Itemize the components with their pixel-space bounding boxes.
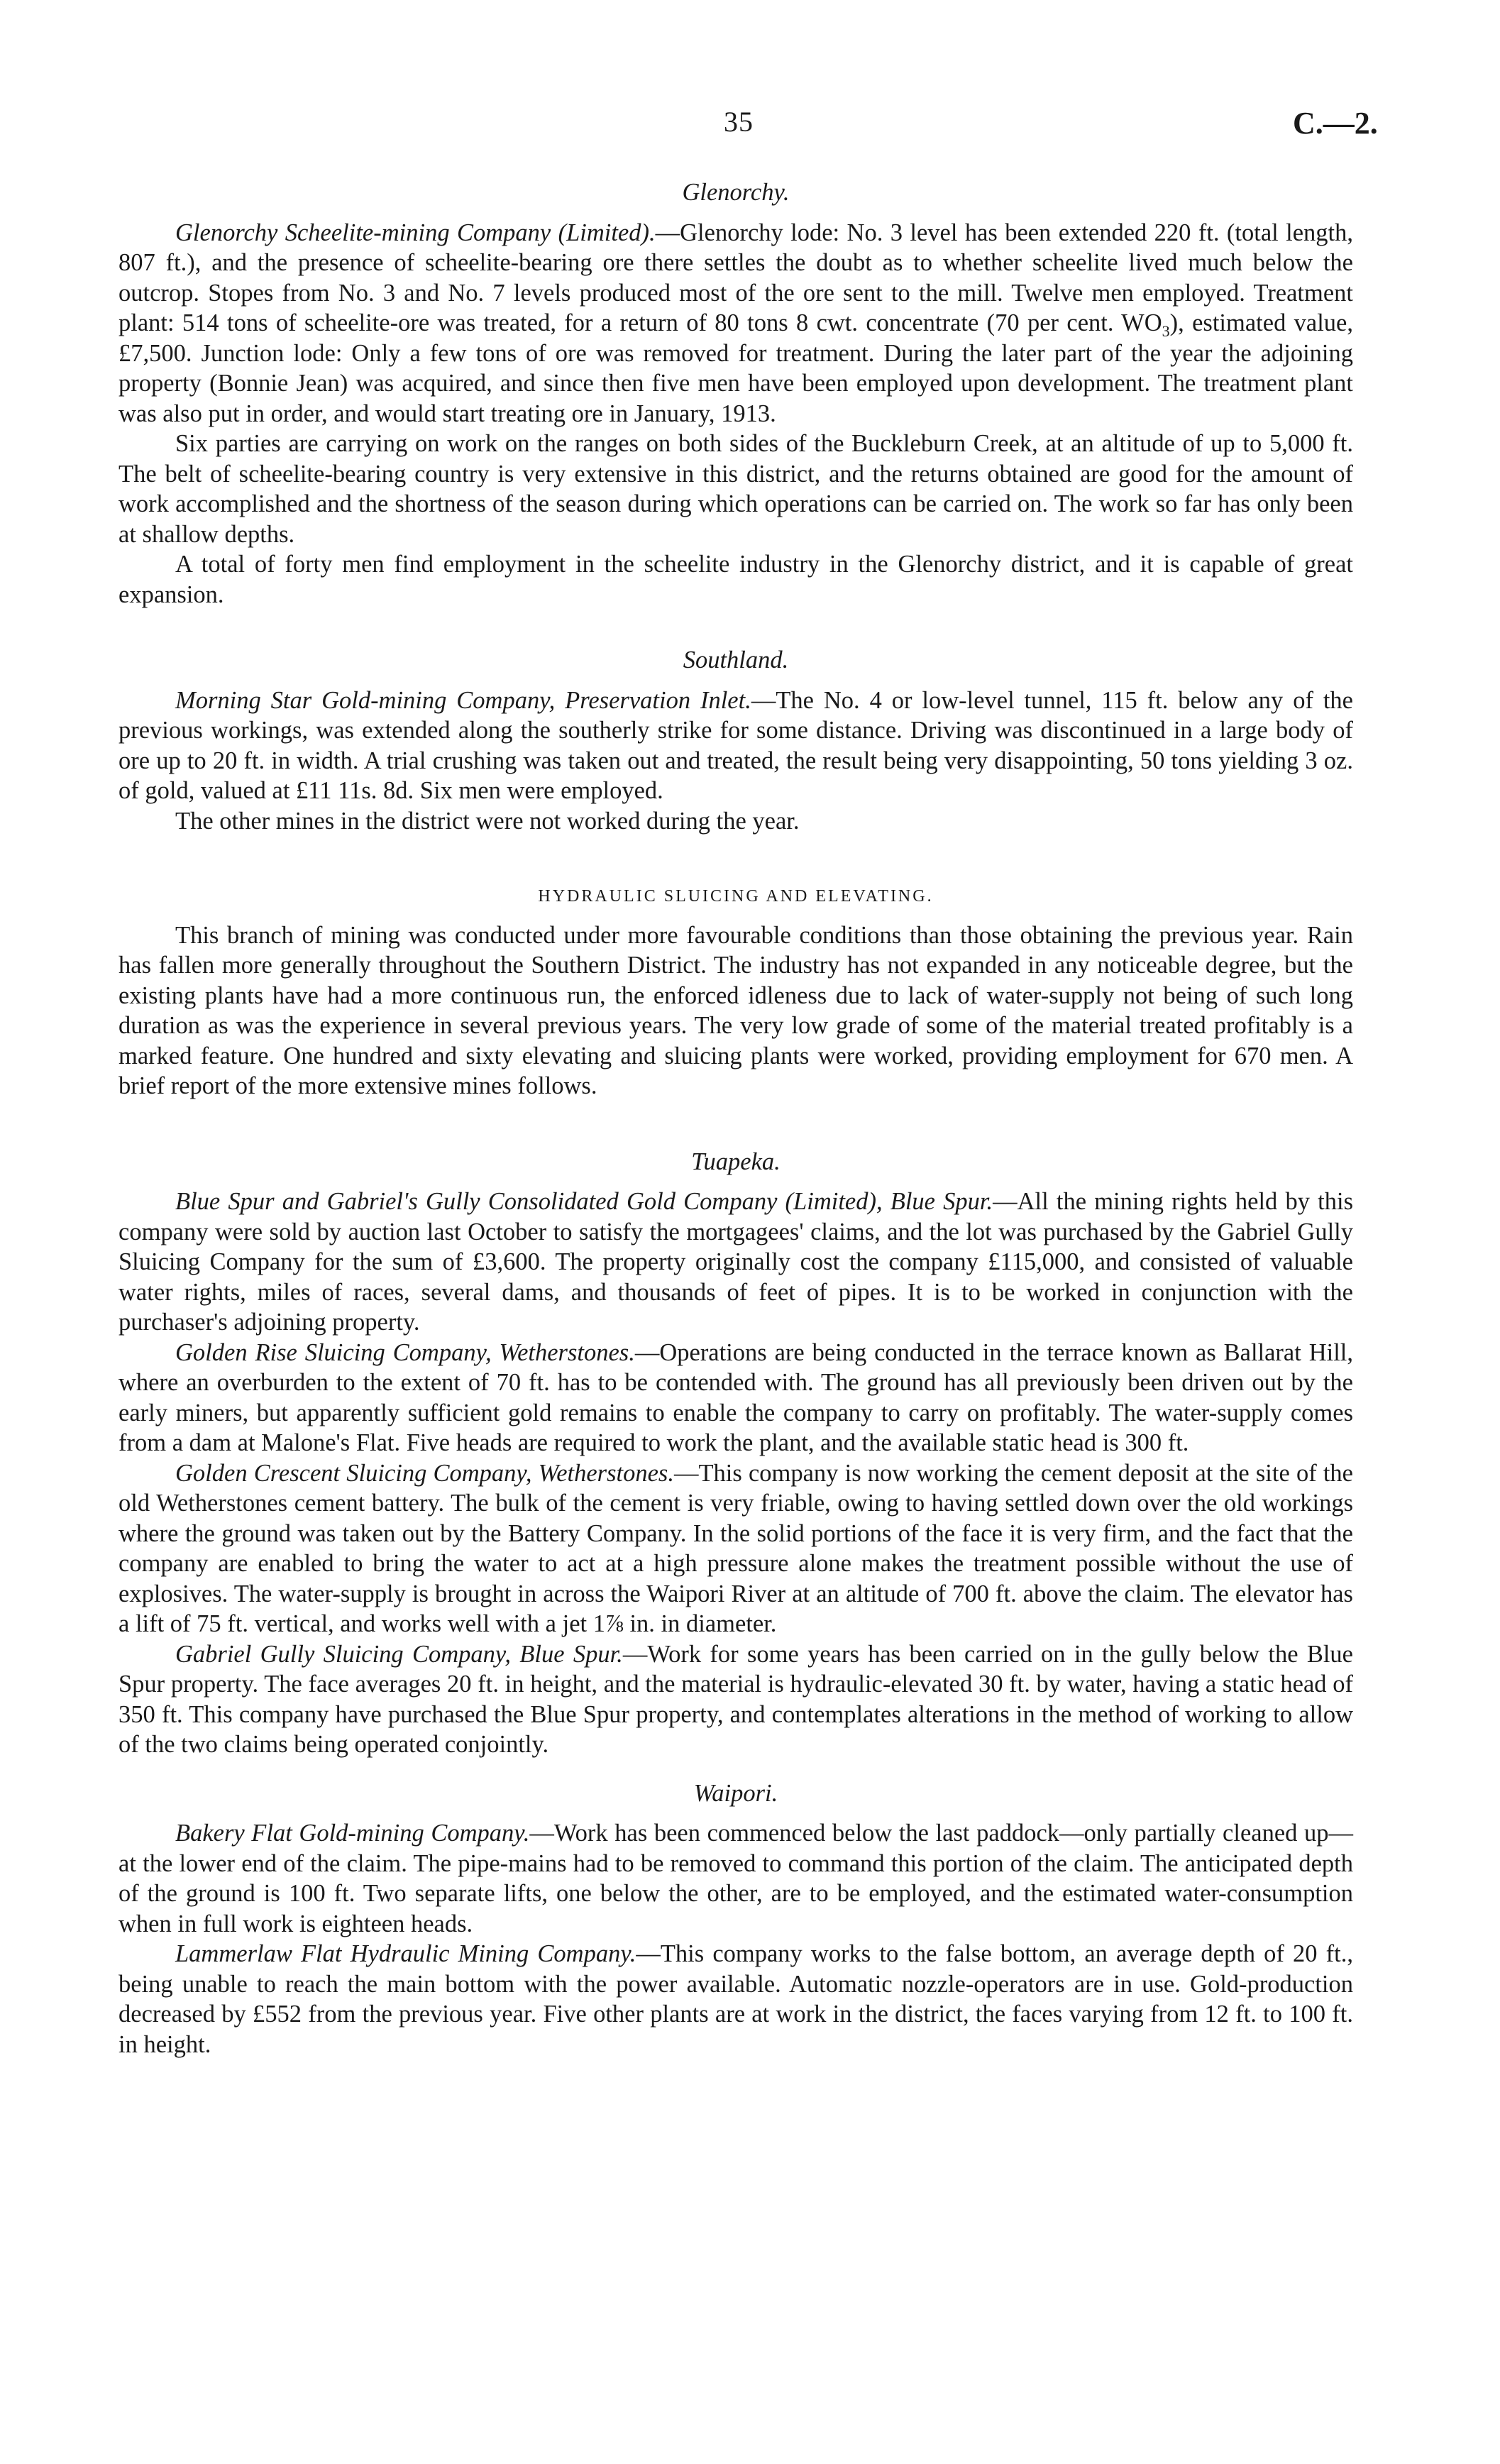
page-number: 35 (724, 106, 754, 138)
paragraph (118, 1338, 1353, 1458)
subscript: 3 (1162, 321, 1170, 340)
paragraph-text: —The No. 4 or low-level tunnel, 115 ft. below any of the previous workings, was extended along the southerly strike for some distance. Driving was discontinued in a large body of ore up to 20 ft. in width. A trial crushing was taken out and treated, the result being very disappointing, 50 tons yielding 3 oz. of gold, valued at £11 11s. 8d. Six men were employed. (118, 686, 1353, 804)
section-heading-hydraulic: HYDRAULIC SLUICING AND ELEVATING. (538, 887, 934, 906)
document-reference: C.—2. (1293, 106, 1378, 141)
company-name: Glenorchy Scheelite-mining Company (Limited). (175, 219, 656, 246)
section-title-waipori: Waipori. (693, 1779, 778, 1807)
paragraph (118, 1458, 1353, 1639)
paragraph (118, 1187, 1353, 1338)
section-title-southland: Southland. (683, 647, 789, 673)
paragraph (118, 1639, 1353, 1760)
company-name: Golden Rise Sluicing Company, Wetherstones. (175, 1338, 635, 1366)
paragraph-text: —This company is now working the cement deposit at the site of the old Wetherstones cement battery. The bulk of the cement is very friable, owing to having settled down over the old workings where the ground was taken out by the Battery Company. In the solid portions of the face it is very firm, and the fact that the company are enabled to bring the water to act at a high pressure alone makes the treatment possible without the use of explosives. The water-supply is brought in across the Waipori River at an altitude of 700 ft. above the claim. The elevator has a lift of 75 ft. vertical, and works well with a jet 1⅞ in. in diameter. (118, 1459, 1353, 1637)
paragraph-text: —This company works to the false bottom, an average depth of 20 ft., being unable to reach the main bottom with the power available. Automatic nozzle-operators are in use. Gold-production decreased by £552 from the previous year. Five other plants are at work in the district, the faces varying from 12 ft. to 100 ft. in height. (118, 1940, 1353, 2058)
paragraph (118, 218, 1353, 429)
paragraph: Six parties are carrying on work on the ranges on both sides of the Buckleburn Creek, at an altitude of up to 5,000 ft. The belt of scheelite-bearing country is very extensive in this district, and the returns obtained are good for the amount of work accomplished and the shortness of the season during which operations can be carried on. The work so far has only been at shallow depths. (118, 430, 1353, 548)
company-name: Morning Star Gold-mining Company, Preservation Inlet. (175, 686, 751, 714)
paragraph: This branch of mining was conducted under more favourable conditions than those obtaining the previous year. Rain has fallen more generally throughout the Southern District. The industry has not expanded in any noticeable degree, but the existing plants have had a more continuous run, the enforced idleness due to lack of water-supply not being of such long duration as was the experience in several previous years. The very low grade of some of the material treated profitably is a marked feature. One hundred and sixty elevating and sluicing plants were worked, providing employment for 670 men. A brief report of the more extensive mines follows. (118, 921, 1353, 1099)
paragraph (118, 1939, 1353, 2059)
paragraph: The other mines in the district were not worked during the year. (175, 807, 800, 835)
company-name: Golden Crescent Sluicing Company, Wetherstones. (175, 1459, 674, 1487)
paragraph: A total of forty men find employment in the scheelite industry in the Glenorchy district, and it is capable of great expansion. (118, 551, 1353, 608)
paragraph (118, 1818, 1353, 1939)
paragraph-text: —All the mining rights held by this company were sold by auction last October to satisfy the mortgagees' claims, and the lot was purchased by the Gabriel Gully Sluicing Company for the sum of £3,600. The property originally cost the company £115,000, and consisted of valuable water rights, miles of races, several dams, and thousands of feet of pipes. It is to be worked in conjunction with the purchaser's adjoining property. (118, 1188, 1354, 1336)
company-name: Blue Spur and Gabriel's Gully Consolidated Gold Company (Limited), Blue Spur. (175, 1188, 993, 1215)
paragraph-text: ), estimated value, £7,500. Junction lode: Only a few tons of ore was removed for treatment. During the later part of the year the adjoining property (Bonnie Jean) was acquired, and since then five men have been employed upon development. The treatment plant was also put in order, and would start treating ore in January, 1913. (118, 309, 1353, 427)
company-name: Bakery Flat Gold-mining Company. (175, 1820, 530, 1847)
paragraph-text: —Glenorchy lode: No. 3 level has been extended 220 ft. (total length, 807 ft.), and the presence of scheelite-bearing ore there settles the doubt as to whether scheelite lived much below the outcrop. Stopes from No. 3 and No. 7 levels produced most of the ore sent to the mill. Twelve men employed. Treatment plant: 514 tons of scheelite-ore was treated, for a return of 80 tons 8 cwt. concentrate (70 per cent. WO (118, 219, 1353, 336)
company-name: Lammerlaw Flat Hydraulic Mining Company. (175, 1940, 636, 1967)
company-name: Gabriel Gully Sluicing Company, Blue Spur. (175, 1640, 623, 1668)
paragraph-text: —Operations are being conducted in the terrace known as Ballarat Hill, where an overburden to the extent of 70 ft. has to be contended with. The ground has all previously been driven out by the early miners, but apparently sufficient gold remains to enable the company to carry on profitably. The water-supply comes from a dam at Malone's Flat. Five heads are required to work the plant, and the available static head is 300 ft. (118, 1338, 1353, 1456)
section-title-tuapeka: Tuapeka. (691, 1148, 781, 1175)
paragraph-text: —Work has been commenced below the last paddock—only partially cleaned up—at the lower end of the claim. The pipe-mains had to be removed to command this portion of the claim. The anticipated depth of the ground is 100 ft. Two separate lifts, one below the other, are to be employed, and the estimated water-consumption when in full work is eighteen heads. (118, 1820, 1354, 1937)
page-body (118, 177, 1353, 2059)
paragraph-text: —Work for some years has been carried on in the gully below the Blue Spur property. The face averages 20 ft. in height, and the material is hydraulic-elevated 30 ft. by water, having a static head of 350 ft. This company have purchased the Blue Spur property, and contemplates alterations in the method of working to allow of the two claims being operated conjointly. (118, 1640, 1353, 1758)
paragraph (118, 686, 1353, 806)
section-title-glenorchy: Glenorchy. (682, 179, 790, 206)
